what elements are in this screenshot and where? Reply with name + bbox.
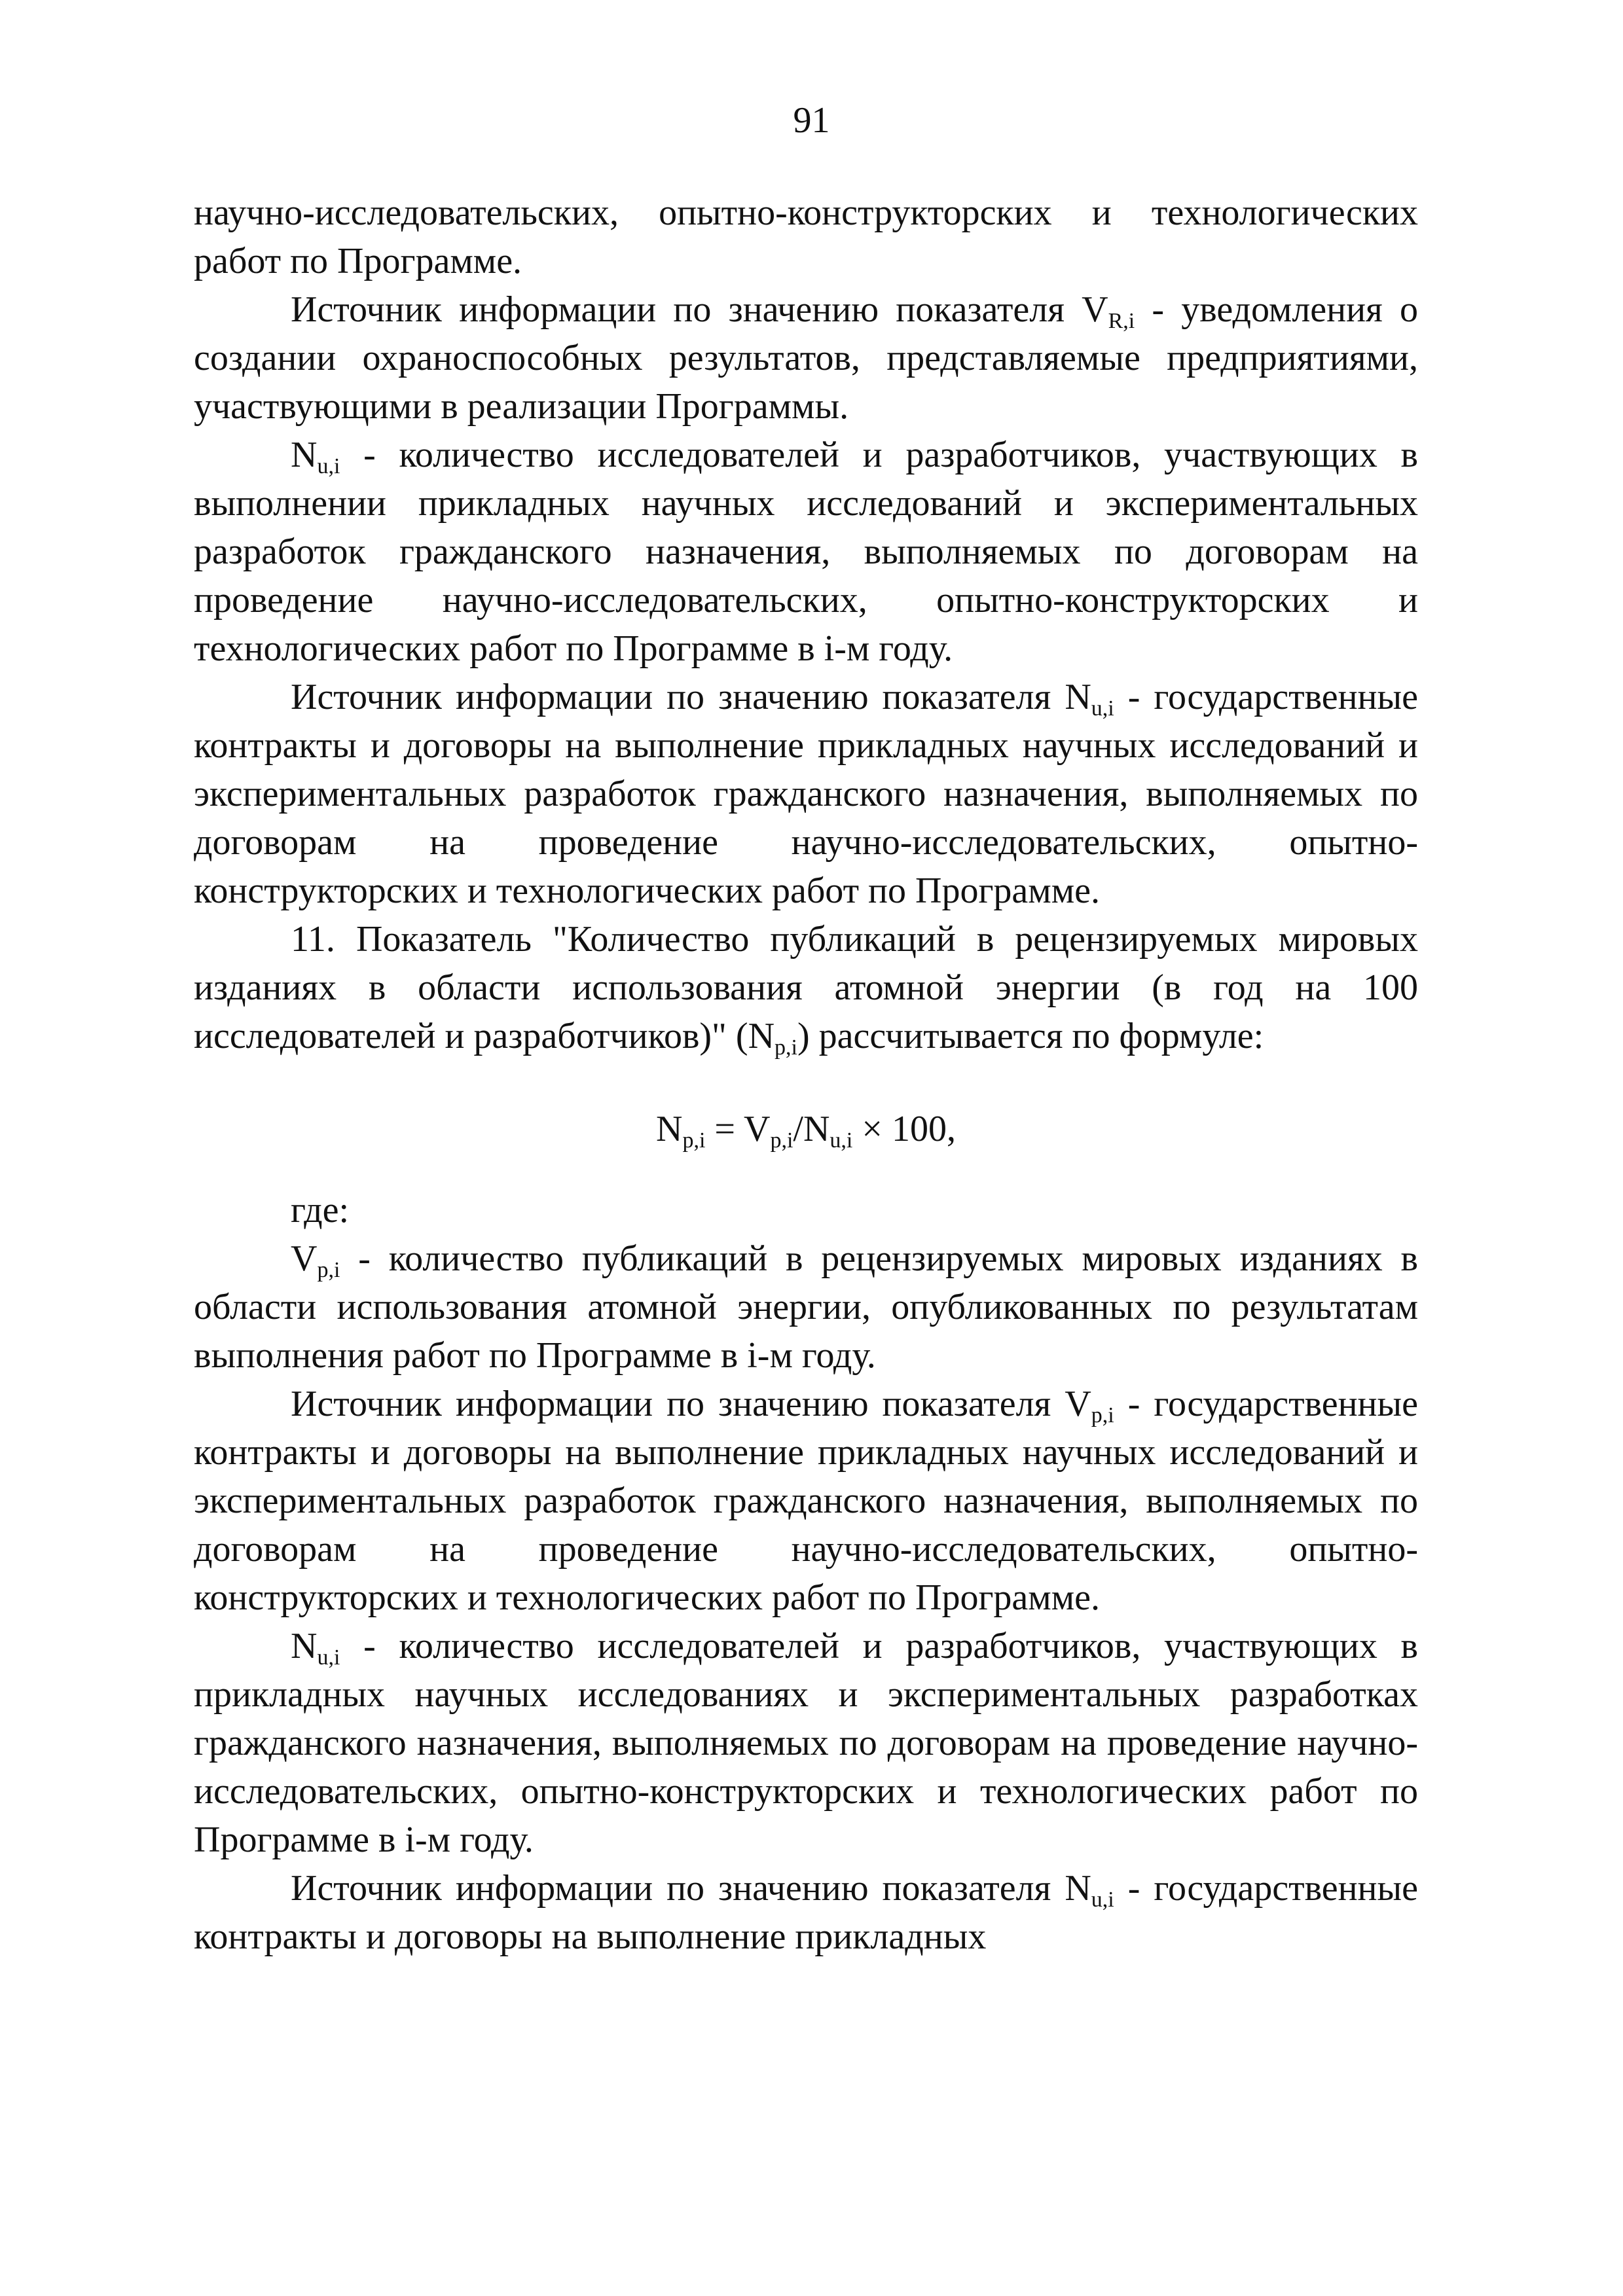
subscript: u,i xyxy=(1091,696,1114,721)
paragraph-continuation: научно-исследовательских, опытно-конструкторских и технологических работ по Программе. xyxy=(194,192,1418,281)
symbol-n: N xyxy=(291,1626,318,1666)
symbol-n: N xyxy=(748,1016,775,1056)
subscript: u,i xyxy=(317,1645,340,1670)
paragraph-source-vpi: Источник информации по значению показателя $V_{p,i}$ - государственные контракты и договоры на выполнение прикладных научных исследований и экспериментальных разработок гражданского назначения, выполняемых по договорам на проведение научно-исследовательских, опытно-конструкторских и технологических работ по Программе. xyxy=(194,1384,1418,1618)
subscript: p,i xyxy=(775,1035,797,1060)
paragraph-source-nui-2: Источник информации по значению показателя $N_{u,i}$ - государственные контракты и договоры на выполнение прикладных xyxy=(194,1868,1418,1957)
symbol-v: V xyxy=(1065,1384,1091,1424)
page-number: 91 xyxy=(793,100,830,141)
symbol-n: N xyxy=(1065,1868,1091,1909)
paragraph-source-vri: Источник информации по значению показателя $V_{R,i}$ - уведомления о создании охраноспособных результатов, представляемые предприятиями, участвующими в реализации Программы. xyxy=(194,289,1418,427)
subscript: u,i xyxy=(317,454,340,478)
formula: $N_{p,i} = V_{p,i}/N_{u,i} \times 100$, xyxy=(656,1109,956,1153)
subscript: p,i xyxy=(1091,1403,1114,1427)
symbol-v: V xyxy=(1082,289,1108,330)
symbol-n: N xyxy=(1065,677,1091,717)
paragraph-definition-nui: $N_{u,i}$ - количество исследователей и разработчиков, участвующих в выполнении прикладных научных исследований и экспериментальных разработок гражданского назначения, выполняемых по договорам на проведение научно-исследовательских, опытно-конструкторских и технологических работ по Программе в i-м году. xyxy=(194,435,1418,669)
symbol-v: V xyxy=(291,1238,318,1279)
document-body xyxy=(194,188,1418,1961)
paragraph-definition-vpi: $V_{p,i}$ - количество публикаций в рецензируемых мировых изданиях в области использования атомной энергии, опубликованных по результатам выполнения работ по Программе в i-м году. xyxy=(194,1238,1418,1376)
where-label: где: xyxy=(291,1190,350,1230)
symbol-n: N xyxy=(291,435,318,475)
subscript: p,i xyxy=(317,1258,340,1282)
subscript: u,i xyxy=(1091,1888,1114,1912)
paragraph-source-nui: Источник информации по значению показателя $N_{u,i}$ - государственные контракты и договоры на выполнение прикладных научных исследований и экспериментальных разработок гражданского назначения, выполняемых по договорам на проведение научно-исследовательских, опытно-конструкторских и технологических работ по Программе. xyxy=(194,677,1418,911)
paragraph-indicator-11: 11. Показатель "Количество публикаций в рецензируемых мировых изданиях в области использования атомной энергии (в год на 100 исследователей и разработчиков)" $(N_{p,i})$ рассчитывается по формуле: xyxy=(194,919,1418,1060)
paragraph-definition-nui-2: $N_{u,i}$ - количество исследователей и разработчиков, участвующих в прикладных научных исследованиях и экспериментальных разработках гражданского назначения, выполняемых по договорам на проведение научно-исследовательских, опытно-конструкторских и технологических работ по Программе в i-м году. xyxy=(194,1626,1418,1860)
subscript: R,i xyxy=(1108,309,1135,333)
